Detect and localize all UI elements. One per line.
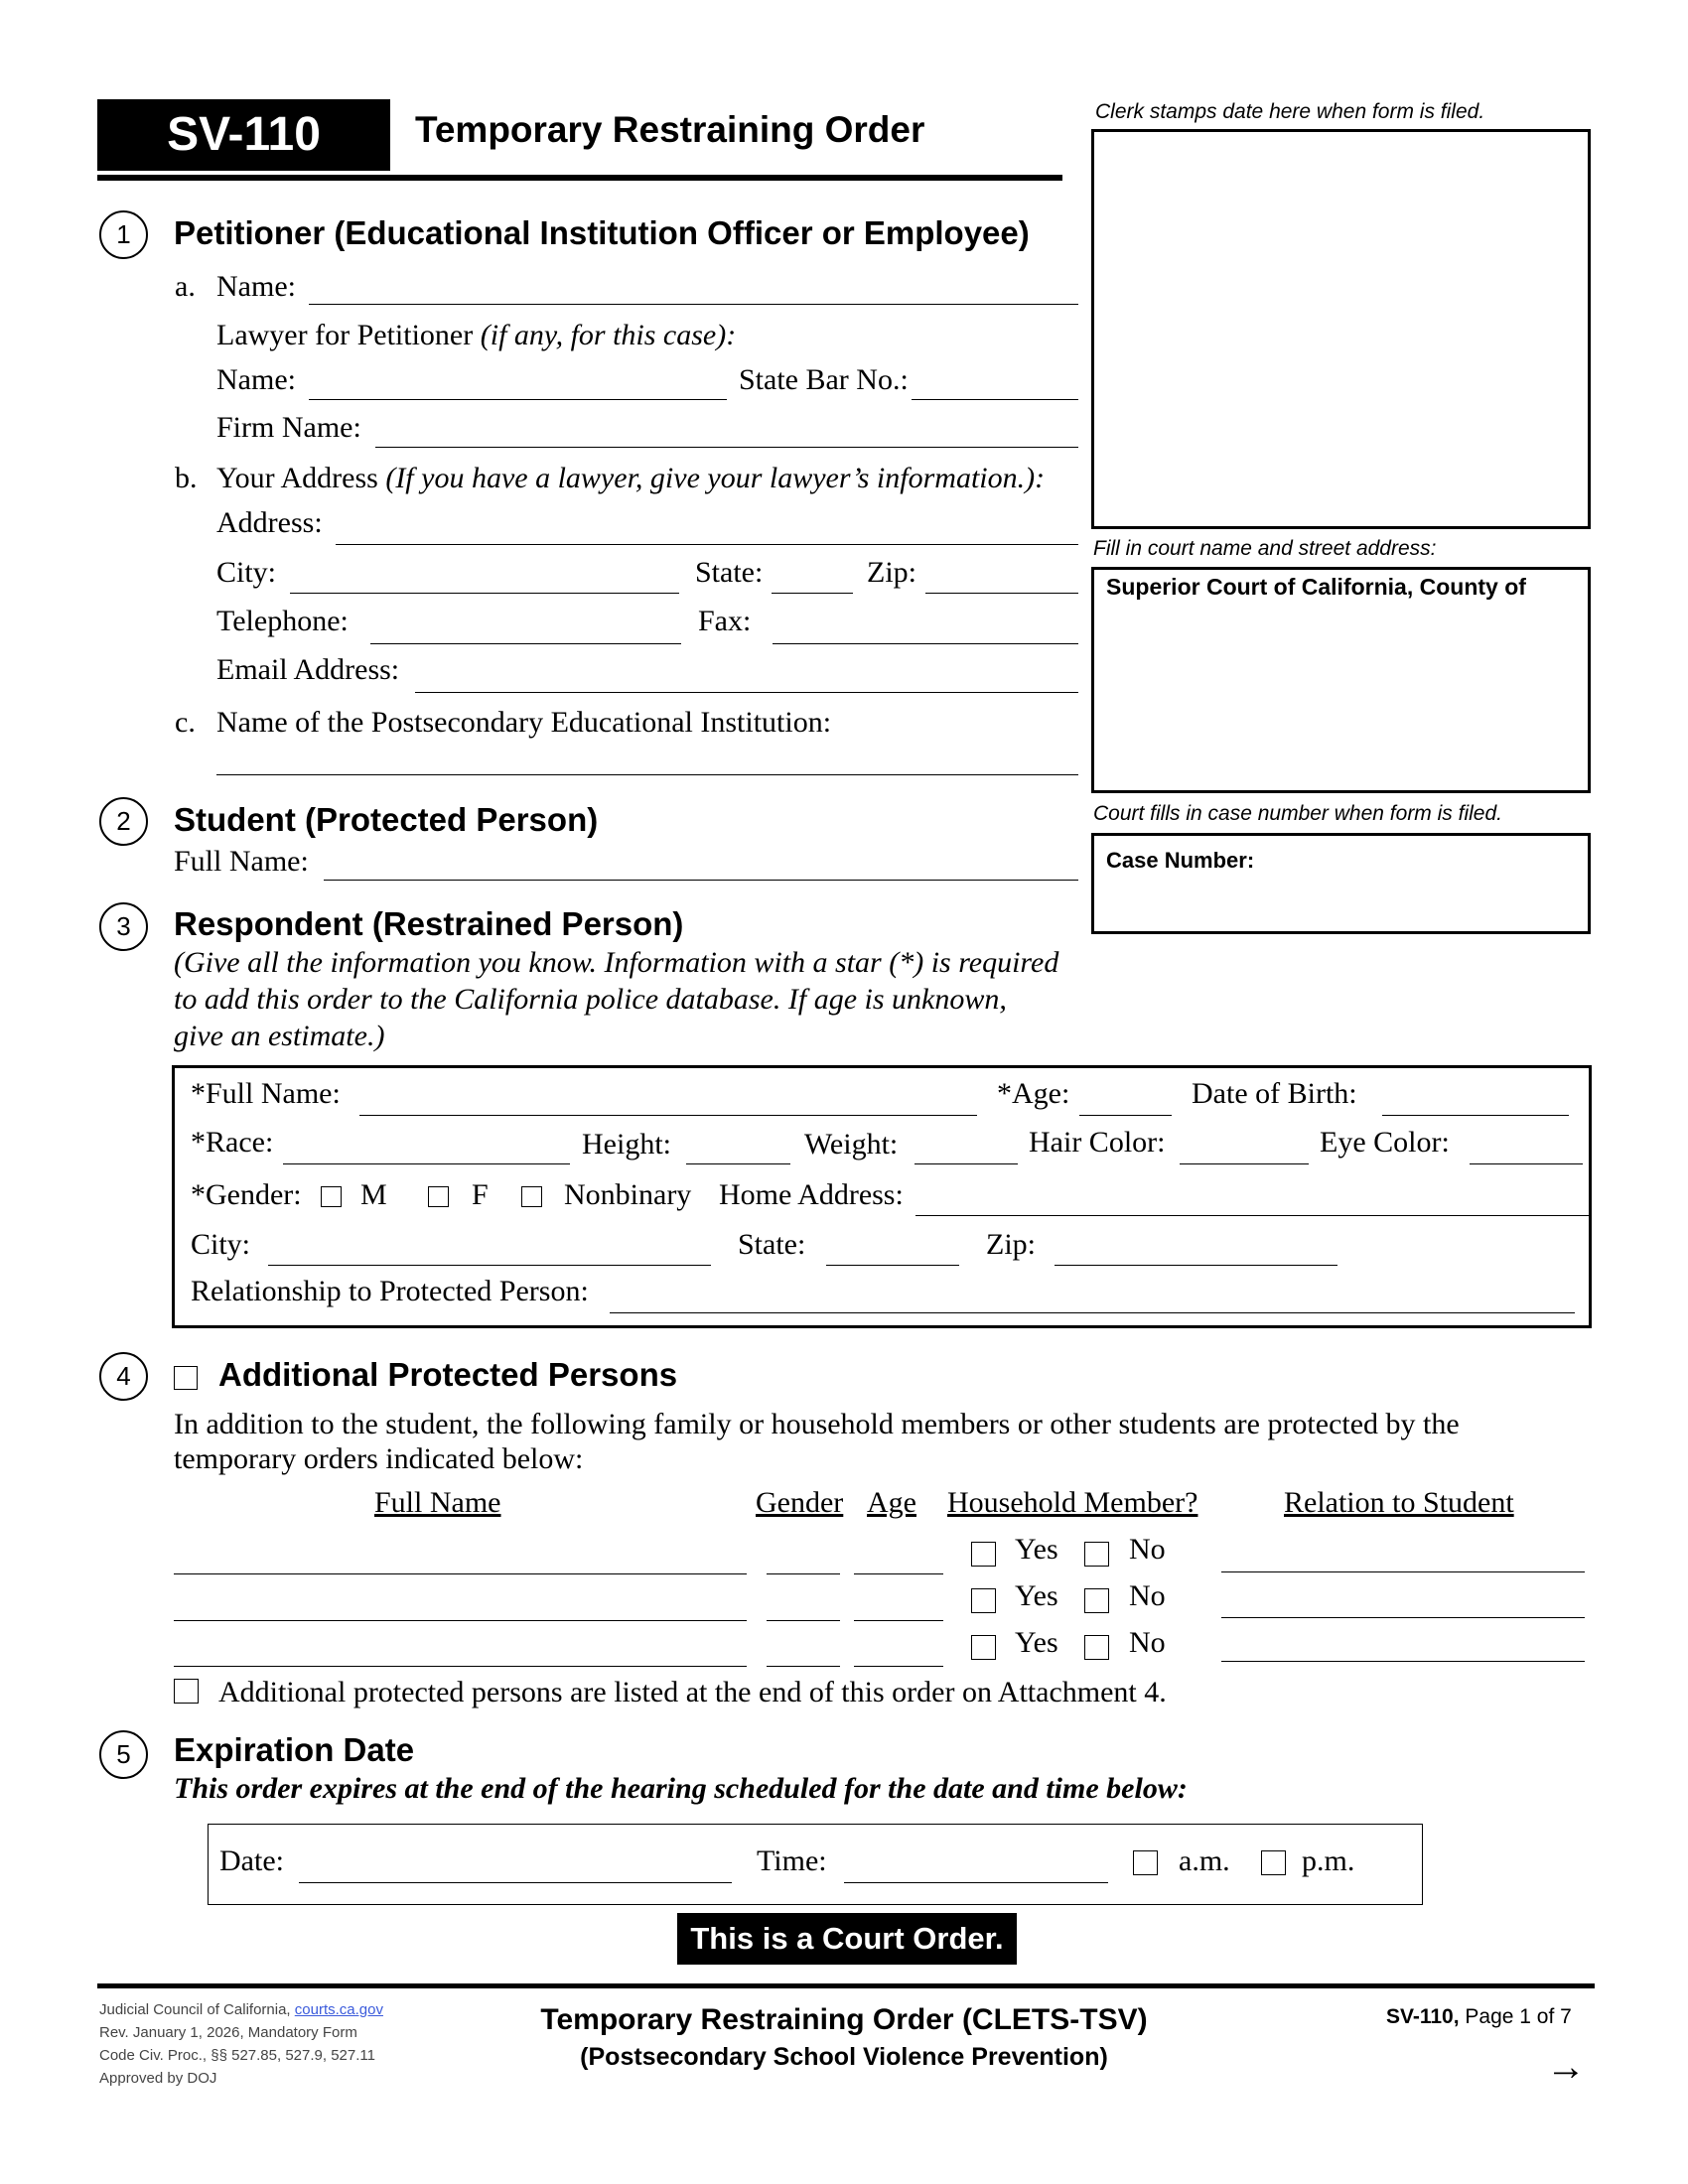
address-heading-text: Your Address xyxy=(216,462,378,494)
s3-age-label: *Age: xyxy=(997,1077,1070,1110)
respondent-relationship-field[interactable] xyxy=(610,1312,1575,1313)
col-household: Household Member? xyxy=(947,1486,1198,1519)
s1-b-marker: b. xyxy=(175,462,198,494)
person-1-no-checkbox[interactable] xyxy=(1084,1542,1109,1567)
s3-dob-label: Date of Birth: xyxy=(1192,1077,1357,1110)
person-2-age-field[interactable] xyxy=(854,1620,943,1621)
petitioner-name-field[interactable] xyxy=(309,304,1078,305)
col-gender: Gender xyxy=(756,1486,844,1519)
respondent-name-field[interactable] xyxy=(359,1115,977,1116)
s3-gender-nb-label: Nonbinary xyxy=(564,1178,692,1211)
expiration-time-field[interactable] xyxy=(844,1882,1108,1883)
person-1-yes-label: Yes xyxy=(1015,1533,1058,1566)
person-2-yes-checkbox[interactable] xyxy=(971,1588,996,1613)
gender-f-checkbox[interactable] xyxy=(428,1186,449,1207)
footer-code: Code Civ. Proc., §§ 527.85, 527.9, 527.11 xyxy=(99,2047,375,2064)
address-note-text: (If you have a lawyer, give your lawyer’s information.): xyxy=(385,462,1046,494)
s3-note-line-3: give an estimate.) xyxy=(174,1020,385,1052)
footer-approved: Approved by DOJ xyxy=(99,2070,217,2087)
gender-nonbinary-checkbox[interactable] xyxy=(521,1186,542,1207)
telephone-field[interactable] xyxy=(370,643,681,644)
s5-date-label: Date: xyxy=(219,1844,284,1877)
s3-race-label: *Race: xyxy=(191,1126,274,1159)
person-1-yes-checkbox[interactable] xyxy=(971,1542,996,1567)
respondent-age-field[interactable] xyxy=(1079,1115,1172,1116)
case-number-text: Case Number: xyxy=(1106,848,1255,873)
col-relation: Relation to Student xyxy=(1284,1486,1514,1519)
section-2-title: Student (Protected Person) xyxy=(174,801,599,838)
courts-link[interactable]: courts.ca.gov xyxy=(294,2001,383,2018)
zip-field[interactable] xyxy=(925,593,1078,594)
s2-full-name-label: Full Name: xyxy=(174,845,309,878)
person-3-relation-field[interactable] xyxy=(1221,1661,1585,1662)
s3-relationship-label: Relationship to Protected Person: xyxy=(191,1275,589,1307)
section-5-title: Expiration Date xyxy=(174,1731,415,1768)
person-3-gender-field[interactable] xyxy=(767,1666,840,1667)
footer-page-info xyxy=(1386,2005,1572,2029)
person-1-gender-field[interactable] xyxy=(767,1573,840,1574)
s1-a-marker: a. xyxy=(175,270,196,303)
form-id: SV-110 xyxy=(167,108,321,161)
s1-city-label: City: xyxy=(216,556,277,589)
footer-subtitle: (Postsecondary School Violence Prevention) xyxy=(580,2043,1108,2071)
person-3-no-checkbox[interactable] xyxy=(1084,1635,1109,1660)
s4-intro-line-1: In addition to the student, the following family or household members or other students are protected by the xyxy=(174,1408,1460,1440)
clerk-stamp-box[interactable] xyxy=(1091,129,1591,529)
section-1-title: Petitioner (Educational Institution Officer or Employee) xyxy=(174,214,1030,251)
section-5-number: 5 xyxy=(99,1730,148,1779)
section-1-number: 1 xyxy=(99,210,148,259)
address-field[interactable] xyxy=(336,544,1078,545)
page-title: Temporary Restraining Order xyxy=(415,109,925,150)
section-4-title: Additional Protected Persons xyxy=(218,1356,678,1393)
s1-fax-label: Fax: xyxy=(698,605,752,637)
clerk-stamp-label: Clerk stamps date here when form is filed. xyxy=(1095,100,1485,123)
institution-field[interactable] xyxy=(216,774,1078,775)
s3-weight-label: Weight: xyxy=(804,1128,899,1160)
footer-page-number: Page 1 of 7 xyxy=(1465,2005,1572,2028)
case-number-label: Court fills in case number when form is filed. xyxy=(1093,802,1502,825)
section-3-number: 3 xyxy=(99,902,148,951)
s3-full-name-label: *Full Name: xyxy=(191,1077,341,1110)
additional-persons-checkbox[interactable] xyxy=(174,1366,198,1390)
expiration-date-field[interactable] xyxy=(299,1882,732,1883)
next-page-arrow-icon[interactable]: → xyxy=(1546,2045,1586,2089)
student-name-field[interactable] xyxy=(324,880,1078,881)
person-3-yes-label: Yes xyxy=(1015,1626,1058,1659)
attachment-4-checkbox[interactable] xyxy=(174,1679,199,1704)
city-field[interactable] xyxy=(290,593,679,594)
person-2-gender-field[interactable] xyxy=(767,1620,840,1621)
s1-lawyer-label xyxy=(216,319,736,352)
s3-note-line-1: (Give all the information you know. Information with a star (*) is required xyxy=(174,946,1059,979)
footer-council xyxy=(99,2001,383,2018)
person-3-yes-checkbox[interactable] xyxy=(971,1635,996,1660)
s1-email-label: Email Address: xyxy=(216,653,400,686)
header-rule xyxy=(97,175,1062,181)
s3-gender-m-label: M xyxy=(360,1178,387,1211)
person-1-age-field[interactable] xyxy=(854,1573,943,1574)
court-address-box[interactable] xyxy=(1091,567,1591,793)
court-order-text: This is a Court Order. xyxy=(690,1921,1004,1956)
s3-height-label: Height: xyxy=(582,1128,671,1160)
pm-checkbox[interactable] xyxy=(1261,1850,1286,1875)
am-checkbox[interactable] xyxy=(1133,1850,1158,1875)
attachment-4-label: Additional protected persons are listed at the end of this order on Attachment 4. xyxy=(218,1676,1167,1708)
section-2-number: 2 xyxy=(99,797,148,846)
person-3-no-label: No xyxy=(1129,1626,1166,1659)
footer-rule xyxy=(97,1983,1595,1988)
person-2-relation-field[interactable] xyxy=(1221,1617,1585,1618)
footer-title: Temporary Restraining Order (CLETS-TSV) xyxy=(540,2003,1148,2036)
case-number-box[interactable] xyxy=(1091,833,1591,934)
court-name-text: Superior Court of California, County of xyxy=(1106,574,1526,600)
s3-city-label: City: xyxy=(191,1228,251,1261)
s3-gender-f-label: F xyxy=(472,1178,489,1211)
s3-hair-label: Hair Color: xyxy=(1029,1126,1166,1159)
col-age: Age xyxy=(867,1486,916,1519)
respondent-weight-field[interactable] xyxy=(914,1163,1018,1164)
s3-state-label: State: xyxy=(738,1228,806,1261)
respondent-height-field[interactable] xyxy=(686,1163,790,1164)
s4-intro-line-2: temporary orders indicated below: xyxy=(174,1442,584,1475)
person-2-yes-label: Yes xyxy=(1015,1579,1058,1612)
state-bar-field[interactable] xyxy=(912,399,1078,400)
firm-name-field[interactable] xyxy=(375,447,1078,448)
s3-gender-label: *Gender: xyxy=(191,1178,302,1211)
footer-council-text: Judicial Council of California, xyxy=(99,2001,291,2018)
respondent-city-field[interactable] xyxy=(268,1265,711,1266)
col-full-name: Full Name xyxy=(374,1486,501,1519)
person-2-no-label: No xyxy=(1129,1579,1166,1612)
section-4-number: 4 xyxy=(99,1352,148,1401)
s3-note-line-2: to add this order to the California police database. If age is unknown, xyxy=(174,983,1007,1016)
person-1-relation-field[interactable] xyxy=(1221,1571,1585,1572)
s1-institution-label: Name of the Postsecondary Educational Institution: xyxy=(216,706,832,739)
s1-c-marker: c. xyxy=(175,706,196,739)
respondent-dob-field[interactable] xyxy=(1382,1115,1569,1116)
s1-phone-label: Telephone: xyxy=(216,605,349,637)
respondent-home-address-field[interactable] xyxy=(915,1215,1589,1216)
s1-name-label: Name: xyxy=(216,270,296,303)
section-3-title: Respondent (Restrained Person) xyxy=(174,905,684,942)
s1-firm-label: Firm Name: xyxy=(216,411,361,444)
person-2-no-checkbox[interactable] xyxy=(1084,1588,1109,1613)
person-1-no-label: No xyxy=(1129,1533,1166,1566)
lawyer-note-text: (if any, for this case): xyxy=(480,319,737,351)
respondent-state-field[interactable] xyxy=(826,1265,959,1266)
person-3-name-field[interactable] xyxy=(174,1666,747,1667)
fax-field[interactable] xyxy=(773,643,1078,644)
respondent-race-field[interactable] xyxy=(283,1163,570,1164)
s3-home-label: Home Address: xyxy=(719,1178,904,1211)
s3-zip-label: Zip: xyxy=(986,1228,1036,1261)
lawyer-name-field[interactable] xyxy=(309,399,727,400)
respondent-hair-field[interactable] xyxy=(1180,1163,1309,1164)
gender-m-checkbox[interactable] xyxy=(321,1186,342,1207)
s1-state-label: State: xyxy=(695,556,764,589)
respondent-zip-field[interactable] xyxy=(1055,1265,1337,1266)
court-order-banner xyxy=(677,1913,1017,1965)
s3-eye-label: Eye Color: xyxy=(1320,1126,1450,1159)
person-3-age-field[interactable] xyxy=(854,1666,943,1667)
email-field[interactable] xyxy=(415,692,1078,693)
s1-address-heading xyxy=(216,462,1045,495)
footer-rev: Rev. January 1, 2026, Mandatory Form xyxy=(99,2024,357,2041)
s5-pm-label: p.m. xyxy=(1302,1844,1355,1877)
state-field[interactable] xyxy=(772,593,853,594)
person-2-name-field[interactable] xyxy=(174,1620,747,1621)
s5-time-label: Time: xyxy=(757,1844,827,1877)
person-1-name-field[interactable] xyxy=(174,1573,747,1574)
form-id-badge xyxy=(97,99,390,171)
s1-lawyer-name-label: Name: xyxy=(216,363,296,396)
respondent-eye-field[interactable] xyxy=(1470,1163,1583,1164)
s5-am-label: a.m. xyxy=(1179,1844,1230,1877)
s1-address-label: Address: xyxy=(216,506,323,539)
court-address-label: Fill in court name and street address: xyxy=(1093,537,1437,560)
s1-zip-label: Zip: xyxy=(867,556,916,589)
lawyer-label-text: Lawyer for Petitioner xyxy=(216,319,474,351)
s1-state-bar-label: State Bar No.: xyxy=(739,363,909,396)
footer-form-id: SV-110, xyxy=(1386,2005,1460,2028)
s5-subtitle: This order expires at the end of the hearing scheduled for the date and time below: xyxy=(174,1772,1188,1805)
